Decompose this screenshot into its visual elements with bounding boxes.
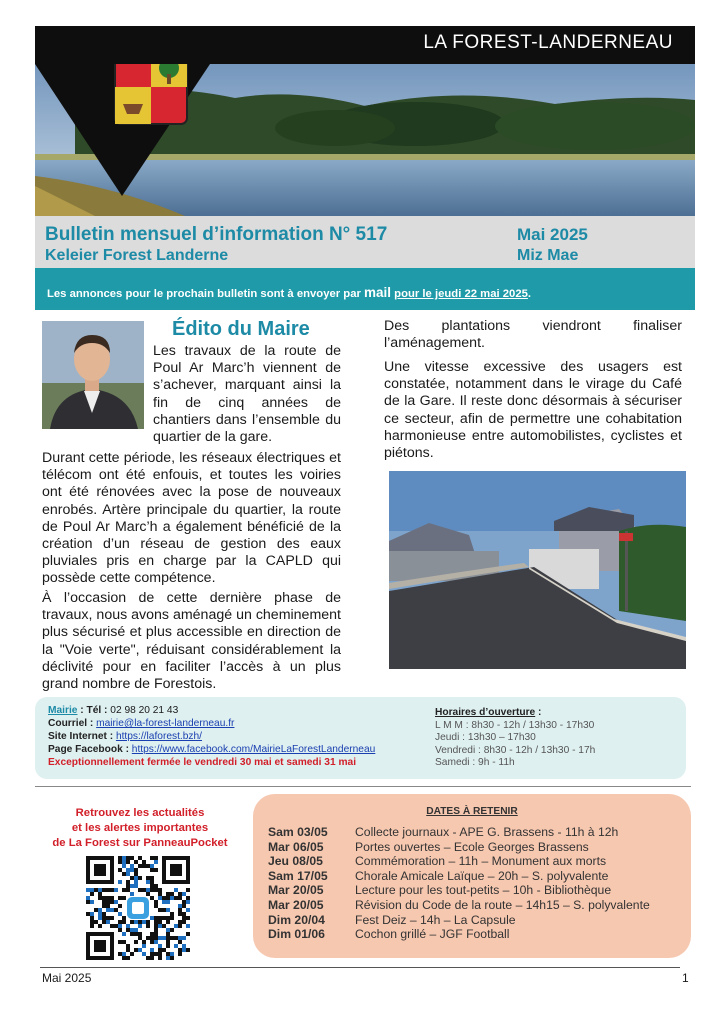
edito-paragraph: Les travaux de la route de Poul Ar Marc’h viennent de s’achever, marquant ainsi la fin de cinq années de chantiers dans l’ensemble du quartier de la gare. [153, 343, 341, 446]
edito-paragraph: Durant cette période, les réseaux électriques et télécom ont été enfouis, et toutes les voiries ont été rénovées avec la pose de nouveaux enrobés. Artère principale du quartier, la route de Poul Ar Marc’h a également bénéficié de la création d’un réseau de gestion des eaux pluviales pris en charge par la CAPLD qui possède cette compétence. [42, 450, 341, 587]
separator-line [35, 786, 691, 787]
promo-line: et les alertes importantes [71, 822, 209, 834]
edito-title: Édito du Maire [172, 318, 310, 340]
hours-line: Jeudi : 13h30 – 17h30 [435, 732, 536, 744]
opening-hours [435, 707, 595, 770]
closure-text: Exceptionnellement fermée le vendredi 30 mai et samedi 31 mai [48, 757, 357, 768]
hours-line: Vendredi : 8h30 - 12h / 13h30 - 17h [435, 744, 596, 756]
bulletin-subtitle: Keleier Forest Landerne [45, 247, 229, 264]
bulletin-date-breton: Miz Mae [517, 247, 579, 264]
footer-date: Mai 2025 [42, 971, 92, 985]
date-event: Fest Deiz – 14h – La Capsule [355, 912, 516, 927]
date-row [268, 869, 608, 884]
edito-paragraph: Des plantations viendront finaliser l’aménagement. [384, 318, 682, 352]
page-number: 1 [682, 971, 689, 985]
email-label: Courriel : [48, 718, 97, 729]
contact-facebook-line [48, 744, 375, 757]
contact-email-line [48, 718, 234, 731]
date-event: Commémoration – 11h – Monument aux morts [355, 854, 607, 869]
bulletin-title: Bulletin mensuel d’information N° 517 [45, 224, 388, 245]
header-bar [35, 26, 695, 64]
date-event: Chorale Amicale Laïque – 20h – S. polyvalente [355, 868, 609, 883]
qr-code[interactable] [86, 856, 190, 960]
contact-mairie-line [48, 705, 178, 718]
edito-paragraph: Une vitesse excessive des usagers est constatée, notamment dans le virage du Café de la Gare. Il reste donc désormais à sécuriser ce secteur, afin de permettre une cohabitation harmonieuse entre automobilistes, cyclistes et piétons. [384, 359, 682, 462]
announce-text: Les annonces pour le prochain bulletin sont à envoyer par [47, 288, 365, 300]
date-day: Mar 20/05 [268, 898, 324, 912]
date-day: Sam 03/05 [268, 825, 328, 839]
date-day: Dim 01/06 [268, 927, 325, 942]
hours-title-suffix: : [535, 707, 542, 718]
qr-code-graphic [86, 856, 190, 960]
date-row [268, 825, 618, 840]
mairie-link[interactable]: Mairie [48, 705, 78, 716]
edito-paragraph: À l’occasion de cette dernière phase de travaux, nous avons aménagé un cheminement plus sécurisé et plus accessible en direction de la "Voie verte", réduisant considérablement la déclivité pour en faciliter l’accès à un plus grand nombre de Forestois. [42, 590, 341, 693]
tel-label: : Tél : [77, 705, 111, 716]
date-event: Collecte journaux - APE G. Brassens - 11h à 12h [355, 825, 619, 839]
contact-box [35, 697, 686, 779]
bulletin-date: Mai 2025 [517, 225, 588, 244]
site-label: Site Internet : [48, 731, 116, 742]
date-event: Cochon grillé – JGF Football [355, 927, 510, 942]
panneaupocket-promo [35, 806, 245, 851]
date-day: Dim 20/04 [268, 912, 325, 927]
footer-line [40, 967, 680, 968]
closure-notice [48, 757, 356, 770]
date-day: Sam 17/05 [268, 868, 328, 883]
date-day: Jeu 08/05 [268, 854, 323, 869]
promo-line: de La Forest sur PanneauPocket [52, 837, 228, 849]
dates-box [253, 794, 691, 958]
date-row [268, 927, 509, 942]
announce-mail: mail [364, 285, 392, 300]
road-photo [389, 471, 686, 669]
contact-site-line [48, 731, 202, 744]
date-event: Portes ouvertes – Ecole Georges Brassens [355, 839, 589, 854]
email-link[interactable]: mairie@la-forest-landerneau.fr [96, 718, 235, 729]
website-link[interactable]: https://laforest.bzh/ [115, 731, 203, 742]
date-row [268, 854, 606, 869]
date-row [268, 883, 611, 898]
promo-line: Retrouvez les actualités [75, 807, 205, 819]
phone-number: 02 98 20 21 43 [110, 705, 179, 716]
date-event: Lecture pour les tout-petits – 10h - Bibliothèque [355, 883, 612, 898]
date-day: Mar 06/05 [268, 839, 324, 854]
date-row [268, 898, 650, 913]
facebook-label: Page Facebook : [48, 744, 132, 755]
date-row [268, 913, 516, 928]
dates-title: DATES À RETENIR [426, 806, 518, 817]
announcement-banner [35, 268, 695, 310]
hours-title: Horaires d’ouverture [435, 707, 536, 718]
mayor-photo [42, 321, 144, 429]
announce-end: . [527, 288, 532, 300]
town-name: LA FOREST-LANDERNEAU [423, 32, 673, 53]
bulletin-title-bar [35, 216, 695, 268]
announce-deadline: pour le jeudi 22 mai 2025 [394, 288, 528, 300]
date-day: Mar 20/05 [268, 883, 324, 898]
date-event: Révision du Code de la route – 14h15 – S. polyvalente [355, 898, 650, 912]
hours-line: Samedi : 9h - 11h [435, 757, 515, 769]
hours-line: L M M : 8h30 - 12h / 13h30 - 17h30 [435, 719, 595, 731]
facebook-link[interactable]: https://www.facebook.com/MairieLaForestLanderneau [131, 744, 376, 755]
date-row [268, 840, 589, 855]
